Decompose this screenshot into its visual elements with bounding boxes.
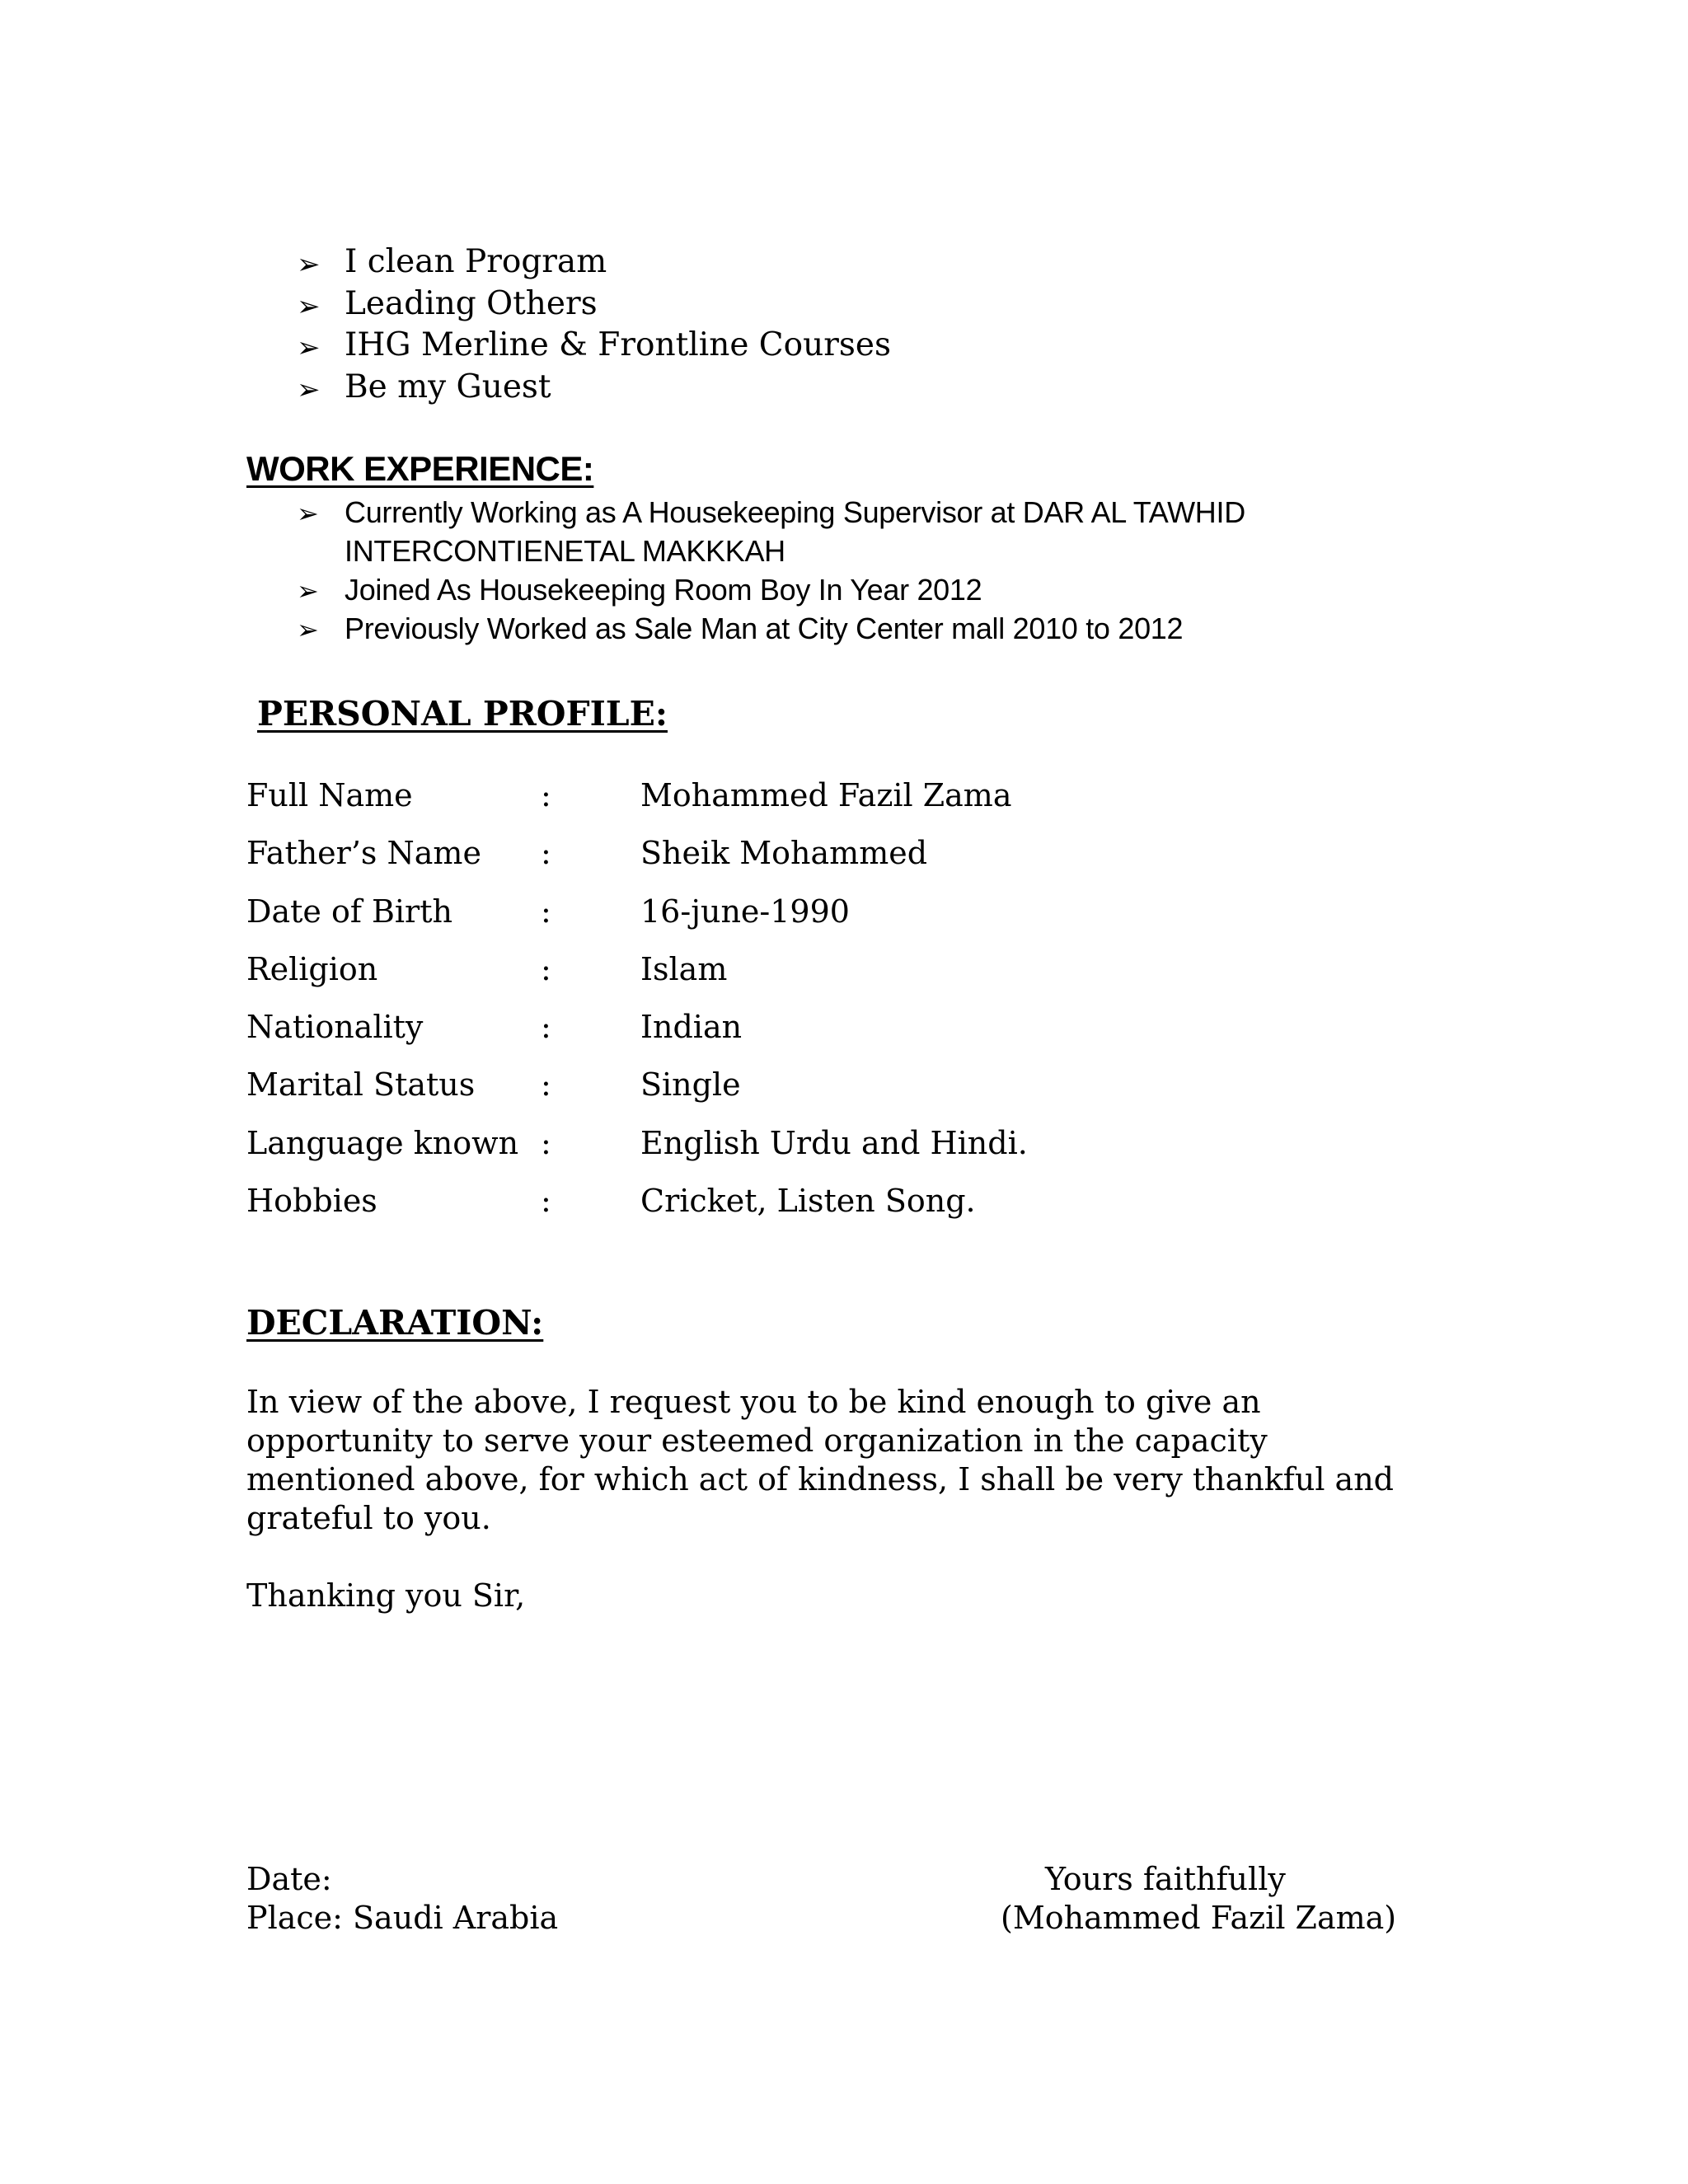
profile-separator: : — [541, 1183, 551, 1220]
list-item — [297, 493, 1451, 570]
profile-value: 16-june-1990 — [640, 893, 850, 930]
profile-label: Hobbies — [246, 1183, 377, 1220]
profile-value: Cricket, Listen Song. — [640, 1183, 976, 1220]
place-line: Place: Saudi Arabia — [246, 1900, 559, 1936]
list-item — [297, 570, 1451, 609]
arrow-bullet-icon: ➢ — [297, 248, 321, 281]
training-item-text: IHG Merline & Frontline Courses — [345, 326, 891, 363]
training-list — [297, 241, 891, 408]
signature-name: (Mohammed Fazil Zama) — [1001, 1900, 1397, 1936]
declaration-heading: DECLARATION: — [246, 1303, 544, 1343]
profile-label: Full Name — [246, 777, 413, 813]
profile-value: Indian — [640, 1009, 743, 1046]
profile-value: Single — [640, 1066, 741, 1104]
arrow-bullet-icon: ➢ — [297, 289, 321, 323]
work-experience-heading: WORK EXPERIENCE: — [246, 449, 594, 488]
profile-label: Nationality — [246, 1009, 424, 1046]
work-experience-list — [297, 493, 1451, 648]
declaration-paragraph: In view of the above, I request you to be kind enough to give an opportunity to serve your esteemed organization in the capacity mentioned above, for which act of kindness, I shall be very thankful and grateful to you. — [246, 1384, 1395, 1536]
training-item-text: Be my Guest — [345, 368, 551, 405]
list-item — [297, 609, 1451, 648]
arrow-bullet-icon: ➢ — [297, 498, 319, 529]
profile-separator: : — [541, 835, 551, 872]
profile-value: Sheik Mohammed — [640, 835, 928, 872]
profile-value: Mohammed Fazil Zama — [640, 777, 1012, 813]
arrow-bullet-icon: ➢ — [297, 575, 319, 607]
date-label: Date: — [246, 1861, 332, 1897]
closing-line: Thanking you Sir, — [246, 1577, 526, 1614]
profile-label: Marital Status — [246, 1066, 476, 1104]
profile-separator: : — [541, 777, 551, 813]
list-item — [297, 325, 891, 367]
work-item-text: Currently Working as A Housekeeping Supervisor at DAR AL TAWHID INTERCONTIENETAL MAKKKAH — [345, 495, 1245, 568]
list-item — [297, 241, 891, 284]
profile-label: Religion — [246, 950, 378, 987]
training-item-text: Leading Others — [345, 284, 598, 322]
profile-value: English Urdu and Hindi. — [640, 1124, 1028, 1161]
profile-value: Islam — [640, 950, 728, 987]
list-item — [297, 367, 891, 409]
profile-separator: : — [541, 1009, 551, 1046]
profile-separator: : — [541, 1066, 551, 1104]
training-item-text: I clean Program — [345, 243, 607, 280]
profile-label: Father’s Name — [246, 835, 481, 872]
arrow-bullet-icon: ➢ — [297, 373, 321, 406]
work-item-text: Joined As Housekeeping Room Boy In Year 2012 — [345, 573, 982, 607]
work-item-text: Previously Worked as Sale Man at City Center mall 2010 to 2012 — [345, 612, 1184, 645]
arrow-bullet-icon: ➢ — [297, 331, 321, 364]
profile-label: Date of Birth — [246, 893, 452, 930]
profile-separator: : — [541, 1124, 551, 1161]
list-item — [297, 284, 891, 326]
profile-separator: : — [541, 950, 551, 987]
arrow-bullet-icon: ➢ — [297, 614, 319, 645]
personal-profile-heading: PERSONAL PROFILE: — [257, 694, 668, 733]
profile-separator: : — [541, 893, 551, 930]
sign-off: Yours faithfully — [1045, 1861, 1286, 1897]
profile-label: Language known — [246, 1124, 519, 1161]
